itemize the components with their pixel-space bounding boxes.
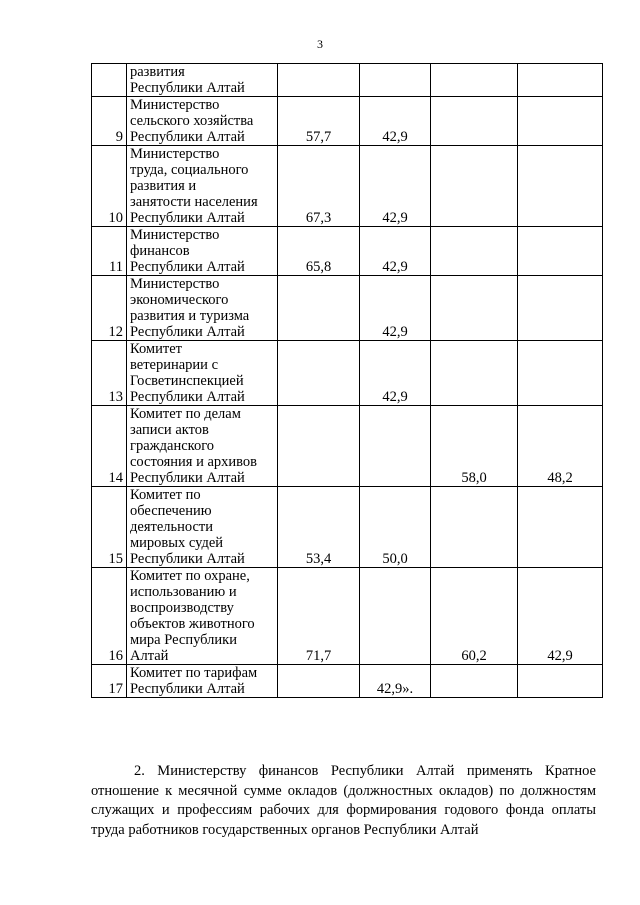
row-number: 12 [92,276,127,341]
value-cell-v2 [360,406,431,487]
value-cell-v3: 60,2 [431,568,518,665]
value-cell-v4 [518,665,603,698]
organization-name-line: Комитет по тарифам [130,665,258,681]
table-row [92,227,603,276]
value-cell-v2: 42,9 [360,146,431,227]
value-cell-v1 [278,341,360,406]
organization-name-line: Комитет по делам [130,406,241,422]
value-cell-v1 [278,276,360,341]
row-number: 9 [92,97,127,146]
row-number: 16 [92,568,127,665]
organization-name [127,146,278,227]
organization-name-line: Республики Алтай [130,389,245,405]
organization-name [127,665,278,698]
organization-name-line: Министерство [130,276,220,292]
value-cell-v2 [360,64,431,97]
organization-name-line: Министерство [130,97,220,113]
value-cell-v3 [431,276,518,341]
organization-name-line: Республики Алтай [130,210,245,226]
row-number: 10 [92,146,127,227]
row-number [92,64,127,97]
value-cell-v4 [518,146,603,227]
organization-name-line: развития и [130,178,197,194]
table-row [92,64,603,97]
row-number: 11 [92,227,127,276]
table-row [92,487,603,568]
organization-name [127,227,278,276]
organization-name-line: Республики Алтай [130,470,245,486]
value-cell-v4 [518,227,603,276]
value-cell-v4 [518,64,603,97]
organization-name-line: экономического [130,292,229,308]
value-cell-v4: 42,9 [518,568,603,665]
table-row [92,665,603,698]
organization-name-line: Комитет по [130,487,201,503]
value-cell-v4: 48,2 [518,406,603,487]
organization-name-line: записи актов [130,422,209,438]
table-row [92,146,603,227]
organization-name-line: Министерство [130,227,220,243]
value-cell-v1: 71,7 [278,568,360,665]
row-number: 13 [92,341,127,406]
organization-name-line: Республики Алтай [130,259,245,275]
organization-name-line: занятости населения [130,194,258,210]
organization-name-line: развития [130,64,185,80]
value-cell-v3 [431,146,518,227]
value-cell-v3 [431,227,518,276]
value-cell-v4 [518,487,603,568]
organization-name [127,276,278,341]
value-cell-v4 [518,97,603,146]
value-cell-v3: 58,0 [431,406,518,487]
value-cell-v4 [518,341,603,406]
value-cell-v2: 42,9 [360,97,431,146]
value-cell-v1 [278,64,360,97]
row-number: 14 [92,406,127,487]
organization-name-line: объектов животного [130,616,255,632]
value-cell-v2: 50,0 [360,487,431,568]
value-cell-v1 [278,665,360,698]
organization-name-line: воспроизводству [130,600,234,616]
page-number: 3 [317,37,323,51]
row-number: 17 [92,665,127,698]
organization-name-line: Республики Алтай [130,681,245,697]
organization-name [127,97,278,146]
organization-name-line: состояния и архивов [130,454,258,470]
organization-name-line: Министерство [130,146,220,162]
organization-name-line: Республики Алтай [130,551,245,567]
organization-name [127,406,278,487]
value-cell-v3 [431,487,518,568]
value-cell-v2: 42,9 [360,227,431,276]
table-row [92,341,603,406]
organization-name-line: Республики Алтай [130,80,245,96]
organization-name-line: труда, социального [130,162,249,178]
organization-name-line: развития и туризма [130,308,250,324]
body-paragraph: 2. Министерству финансов Республики Алтай применять Кратное отношение к месячной сумме окладов (должностных окладов) по должностям служащих и профессиям рабочих для формирования годового фонда оплаты труда работников государственных органов Республики Алтай [91,763,596,838]
organization-name-line: Комитет по охране, [130,568,250,584]
value-cell-v1: 67,3 [278,146,360,227]
table-row [92,406,603,487]
organization-name [127,487,278,568]
organization-name-line: деятельности [130,519,214,535]
organization-name-line: мира Республики [130,632,237,648]
organization-name-line: обеспечению [130,503,212,519]
row-number: 15 [92,487,127,568]
value-cell-v2: 42,9 [360,341,431,406]
organization-name-line: гражданского [130,438,215,454]
organization-name-line: ветеринарии с [130,357,219,373]
organization-name [127,341,278,406]
value-cell-v1 [278,406,360,487]
table-row [92,276,603,341]
value-cell-v2: 42,9». [360,665,431,698]
organization-name-line: использованию и [130,584,237,600]
organization-name-line: мировых судей [130,535,224,551]
organization-name-line: Республики Алтай [130,324,245,340]
value-cell-v3 [431,64,518,97]
organization-name-line: Госветинспекцией [130,373,244,389]
table-row [92,97,603,146]
organization-name-line: финансов [130,243,190,259]
organization-name [127,568,278,665]
ratio-table [91,63,603,698]
organization-name [127,64,278,97]
organization-name-line: Республики Алтай [130,129,245,145]
value-cell-v3 [431,97,518,146]
organization-name-line: сельского хозяйства [130,113,254,129]
value-cell-v1: 53,4 [278,487,360,568]
value-cell-v1: 65,8 [278,227,360,276]
table-body [92,64,603,698]
value-cell-v3 [431,341,518,406]
table-row [92,568,603,665]
value-cell-v4 [518,276,603,341]
value-cell-v2: 42,9 [360,276,431,341]
value-cell-v1: 57,7 [278,97,360,146]
value-cell-v3 [431,665,518,698]
organization-name-line: Комитет [130,341,182,357]
value-cell-v2 [360,568,431,665]
organization-name-line: Алтай [130,648,169,664]
